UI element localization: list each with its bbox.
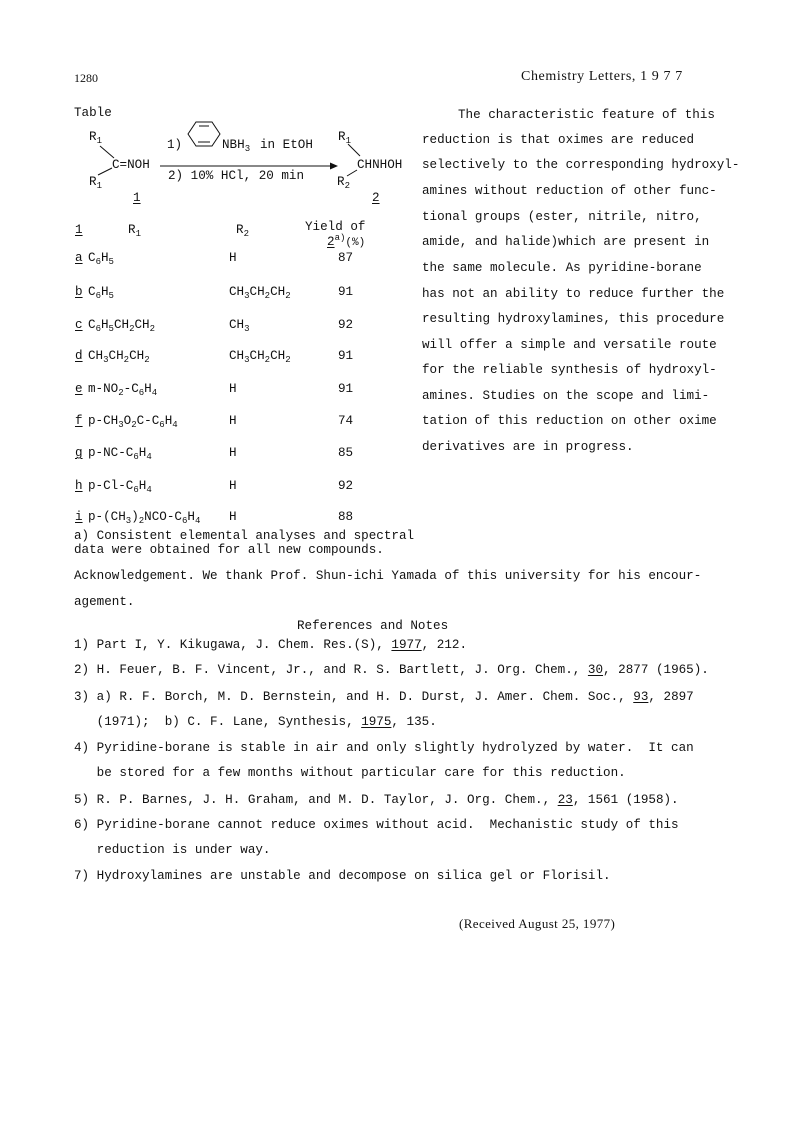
step2-conditions: 2) 10% HCl, 20 min — [168, 169, 305, 183]
cell-r1: $p-CH_3O_2C-C_6H_4$ — [88, 414, 178, 430]
row-label: i — [75, 510, 83, 524]
body-text-line: selectively to the corresponding hydroxyl- — [422, 158, 740, 172]
cell-r2: H — [229, 382, 237, 396]
cell-yield: 88 — [338, 510, 354, 524]
acknowledgement-line1: Acknowledgement. We thank Prof. Shun-ichi Yamada of this university for his encour- — [74, 569, 702, 583]
reactant-group: C=NOH — [112, 158, 150, 172]
cell-r2: H — [229, 251, 237, 265]
product-number: 2 — [372, 191, 380, 205]
cell-yield: 87 — [338, 251, 354, 265]
reference-line: (1971); b) C. F. Lane, Synthesis, 1975, 135. — [74, 715, 437, 729]
cell-r2: H — [229, 446, 237, 460]
cell-r2: $CH_3$ — [229, 318, 250, 334]
reactant-number: 1 — [133, 191, 141, 205]
body-text-line: The characteristic feature of this — [458, 108, 715, 122]
cell-r2: $CH_3CH_2CH_2$ — [229, 285, 291, 301]
body-text-line: has not an ability to reduce further the — [422, 287, 725, 301]
acknowledgement-line2: agement. — [74, 595, 135, 609]
col-header-r1: $R_1$ — [128, 223, 141, 239]
received-date: (Received August 25, 1977) — [459, 916, 616, 931]
cell-r1: $m-NO_2-C_6H_4$ — [88, 382, 158, 398]
reactant-r1: $R_1$ — [89, 130, 102, 146]
cell-r1: $p-NC-C_6H_4$ — [88, 446, 152, 462]
cell-r1: $C_6H_5CH_2CH_2$ — [88, 318, 155, 334]
cell-r1: $p-(CH_3)_2NCO-C_6H_4$ — [88, 510, 201, 526]
row-label: b — [75, 285, 83, 299]
table-title: Table — [74, 106, 112, 120]
cell-r2: H — [229, 479, 237, 493]
row-label: f — [75, 414, 83, 428]
step1-reagent: $NBH_3$ — [222, 138, 251, 154]
references-title: References and Notes — [297, 619, 449, 633]
body-text-line: amide, and halide)which are present in — [422, 235, 710, 249]
product-group: CHNHOH — [357, 158, 403, 172]
body-text-line: derivatives are in progress. — [422, 440, 634, 454]
col-header-yield-sub: 2$^{a)}$(%) — [327, 233, 366, 249]
col-header-r2: $R_2$ — [236, 223, 249, 239]
page-number: 1280 — [74, 71, 98, 85]
reference-line: reduction is under way. — [74, 843, 271, 857]
body-text-line: amines without reduction of other func- — [422, 184, 717, 198]
reactant-r2: $R_1$ — [89, 175, 102, 191]
step1-solvent: in EtOH — [260, 138, 313, 152]
row-label: a — [75, 251, 83, 265]
journal-header: Chemistry Letters, 1 9 7 7 — [521, 69, 683, 84]
reference-line: 2) H. Feuer, B. F. Vincent, Jr., and R. S. Bartlett, J. Org. Chem., 30, 2877 (1965). — [74, 663, 709, 677]
cell-yield: 91 — [338, 349, 354, 363]
cell-r1: $C_6H_5$ — [88, 251, 114, 267]
product-r1: $R_1$ — [338, 130, 351, 146]
cell-yield: 91 — [338, 285, 354, 299]
row-label: e — [75, 382, 83, 396]
body-text-line: for the reliable synthesis of hydroxyl- — [422, 363, 717, 377]
reference-line: 6) Pyridine-borane cannot reduce oximes without acid. Mechanistic study of this — [74, 818, 679, 832]
cell-r1: $p-Cl-C_6H_4$ — [88, 479, 152, 495]
cell-yield: 92 — [338, 479, 354, 493]
reference-line: 3) a) R. F. Borch, M. D. Bernstein, and H. D. Durst, J. Amer. Chem. Soc., 93, 2897 — [74, 690, 694, 704]
body-text-line: reduction is that oximes are reduced — [422, 133, 695, 147]
body-text-line: the same molecule. As pyridine-borane — [422, 261, 702, 275]
cell-r2: H — [229, 414, 237, 428]
row-label: c — [75, 318, 83, 332]
col-header-yield: Yield of — [305, 220, 366, 234]
reference-line: 1) Part I, Y. Kikugawa, J. Chem. Res.(S), 1977, 212. — [74, 638, 468, 652]
reference-line: 4) Pyridine-borane is stable in air and only slightly hydrolyzed by water. It can — [74, 741, 694, 755]
table-footnote-line2: data were obtained for all new compounds. — [74, 543, 384, 557]
table-footnote-line1: a) Consistent elemental analyses and spectral — [74, 529, 415, 543]
cell-yield: 74 — [338, 414, 354, 428]
step1-prefix: 1) — [167, 138, 183, 152]
cell-r2: $CH_3CH_2CH_2$ — [229, 349, 291, 365]
body-text-line: tation of this reduction on other oxime — [422, 414, 717, 428]
cell-r2: H — [229, 510, 237, 524]
reference-line: 7) Hydroxylamines are unstable and decompose on silica gel or Florisil. — [74, 869, 611, 883]
body-text-line: resulting hydroxylamines, this procedure — [422, 312, 725, 326]
cell-r1: $C_6H_5$ — [88, 285, 114, 301]
cell-yield: 85 — [338, 446, 354, 460]
cell-yield: 91 — [338, 382, 354, 396]
body-text-line: tional groups (ester, nitrile, nitro, — [422, 210, 702, 224]
row-label: g — [75, 446, 83, 460]
col-header-compound: 1 — [75, 223, 83, 237]
body-text-line: will offer a simple and versatile route — [422, 338, 717, 352]
row-label: h — [75, 479, 83, 493]
cell-yield: 92 — [338, 318, 354, 332]
reference-line: be stored for a few months without particular care for this reduction. — [74, 766, 626, 780]
product-r2: $R_2$ — [337, 175, 350, 191]
row-label: d — [75, 349, 83, 363]
reference-line: 5) R. P. Barnes, J. H. Graham, and M. D. Taylor, J. Org. Chem., 23, 1561 (1958). — [74, 793, 679, 807]
body-text-line: amines. Studies on the scope and limi- — [422, 389, 710, 403]
cell-r1: $CH_3CH_2CH_2$ — [88, 349, 150, 365]
